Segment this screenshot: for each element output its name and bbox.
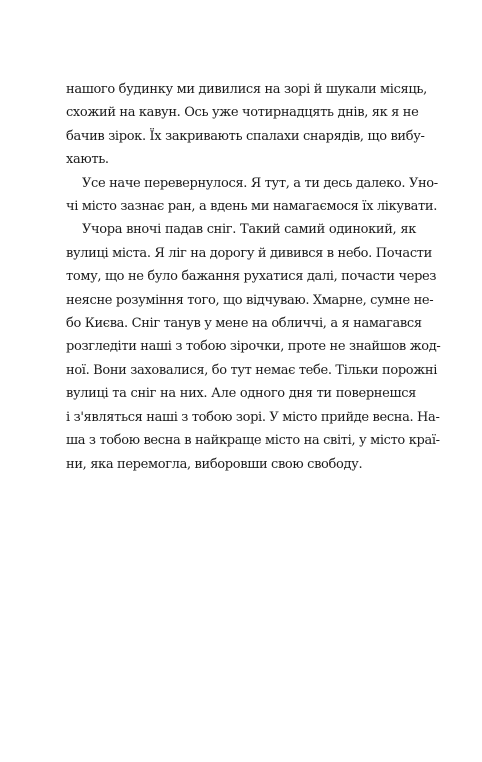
text-line: хають. [66,152,109,168]
text-line: чі місто зазнає ран, а вдень ми намагаємося їх лікувати. [66,199,437,215]
text-line: ної. Вони заховалися, бо тут немає тебе. Тільки порожні [66,362,438,378]
text-line: Усе наче перевернулося. Я тут, а ти десь далеко. Уно- [82,175,438,191]
text-line: схожий на кавун. Ось уже чотирнадцять днів, як я не [66,105,419,121]
text-line: нашого будинку ми дивилися на зорі й шукали місяць, [66,82,427,97]
text-line: розгледіти наші з тобою зірочки, проте не знайшов жод- [66,339,441,355]
text-line: і з'являться наші з тобою зорі. У місто прийде весна. На- [66,409,440,425]
text-line: Учора вночі падав сніг. Такий самий одинокий, як [82,222,416,238]
text-line: бо Києва. Сніг танув у мене на обличчі, а я намагався [66,316,422,332]
text-line: вулиці міста. Я ліг на дорогу й дивився в небо. Почасти [66,245,432,261]
text-line: вулиці та сніг на них. Але одного дня ти повернешся [66,386,416,402]
text-line: бачив зірок. Їх закривають спалахи снарядів, що вибу- [66,128,425,144]
text-line: ни, яка перемогла, виборовши свою свободу. [66,456,363,472]
text-line: неясне розуміння того, що відчуваю. Хмарне, сумне не- [66,292,434,308]
body-text [66,78,441,476]
text-line: тому, що не було бажання рухатися далі, почасти через [66,269,437,285]
text-line: ша з тобою весна в найкраще місто на світі, у місто краї- [66,433,440,449]
